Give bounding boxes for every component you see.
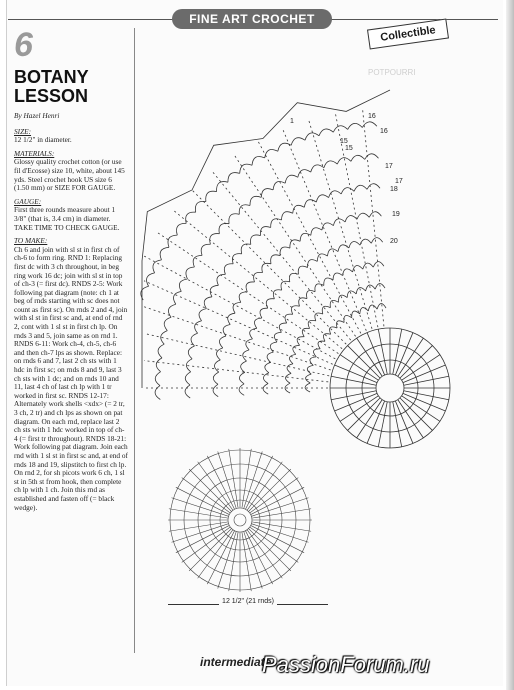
center-stitch xyxy=(378,329,387,374)
chain-loop xyxy=(289,273,298,282)
chain-loop xyxy=(322,306,330,314)
chain-loop xyxy=(219,336,226,348)
chain-loop xyxy=(274,332,281,342)
chain-loop xyxy=(217,182,228,192)
chain-loop xyxy=(311,165,324,172)
stitch-spoke xyxy=(192,190,346,344)
center-stitch xyxy=(398,338,424,376)
chain-loop xyxy=(250,196,261,205)
chain-loop xyxy=(273,181,285,189)
round-number-label: 1 xyxy=(290,118,294,125)
materials-label: MATERIALS: xyxy=(14,148,55,158)
title-line-1: BOTANY xyxy=(14,67,89,87)
pattern-number: 6 xyxy=(14,26,33,64)
chain-loop xyxy=(348,123,363,129)
stitch-spoke xyxy=(309,120,372,329)
measure-label: 12 1/2" (21 rnds) xyxy=(168,598,328,605)
chain-loop xyxy=(224,264,233,275)
chain-loop xyxy=(267,352,273,362)
chain-loop xyxy=(206,191,217,201)
chain-loop xyxy=(263,373,268,384)
outer-border xyxy=(142,90,390,388)
chain-loop xyxy=(371,238,382,244)
size-measure xyxy=(168,598,328,612)
stitch-spoke xyxy=(157,232,338,353)
watermark: PassionForum.ru xyxy=(262,652,430,677)
center-stitch xyxy=(348,398,381,431)
size-text: 12 1/2" in diameter. xyxy=(14,135,72,145)
collectible-tag: Collectible xyxy=(367,19,449,50)
chain-loop xyxy=(368,305,377,311)
chain-loop xyxy=(185,385,190,398)
chain-loop xyxy=(260,308,268,318)
center-stitch xyxy=(331,376,376,385)
gauge-text: First three rounds measure about 1 3/8" (that is, 3.4 cm) in diameter. TAKE TIME TO CHECK GAUGE. xyxy=(14,205,120,232)
chain-loop xyxy=(363,263,374,269)
stitch-spoke xyxy=(144,256,335,359)
make-text: Ch 6 and join with sl st in first ch of ch-6 to form ring. RND 1: Replacing first dc with 3 ch throughout, in beg ring work 16 dc; join with sl st in top of ch-3 (= first dc). RNDS 2-5: Work following pat diagram (note: ch 1 at beg of rnds starting with sc does not count as first sc). On rnds 2 and 4, join with sl st in first sc and, at end of rnd 2, cont with 1 sl st in first ch lp. On rnds 3 and 5, join same as on rnd 1. RNDS 6-11: Work ch-4, ch-5, ch-6 and then ch-7 lps as shown. Replace: on rnds 6 and 7, last 2 ch sts with 1 hdc in first sc; on rnds 8 and 9, last 3 ch sts with 1 dc; and on rnds 10 and 11, last 4 ch of last ch lp with 1 tr worked in first sc. RNDS 12-17: Alternately work shells <xdx> (= 2 tr, 3 ch, 2 tr) and ch lps as shown on pat diagram. On each rnd, replace last 2 ch sts with 1 hdc worked in top of ch-4 (= first tr throughout). RNDS 18-21: Work following pat diagram. Join each rnd with 1 sl st in first sc and, at end of rnds 18 and 19, slipstitch to first ch lp. On rnd 2, for sh picots work 6 ch, 1 sl st in 5th st from hook, then complete ch lp with 1 ch. Join this rnd as established and fasten off (= black wedge). xyxy=(14,244,128,512)
stitch-spoke xyxy=(144,333,329,376)
thumb-round xyxy=(234,514,246,526)
chain-loop xyxy=(307,291,316,299)
chain-loop xyxy=(251,235,261,244)
center-stitch xyxy=(331,391,376,400)
chain-loop xyxy=(271,255,281,264)
chain-loop xyxy=(360,239,371,245)
center-stitch xyxy=(404,391,449,400)
chain-loop xyxy=(214,360,220,372)
stitch-spoke xyxy=(174,210,343,348)
chain-loop xyxy=(366,285,376,291)
chain-loop xyxy=(369,212,381,218)
chain-loop xyxy=(319,129,333,136)
chain-loop xyxy=(351,155,365,161)
center-stitch xyxy=(393,329,402,374)
chain-loop xyxy=(195,321,202,334)
chain-loop xyxy=(297,337,304,346)
chain-loop xyxy=(314,349,321,357)
center-stitch xyxy=(398,400,424,438)
chain-loop xyxy=(201,244,210,255)
chain-loop xyxy=(250,328,257,339)
size-label: SIZE: xyxy=(14,126,32,136)
chain-loop xyxy=(260,227,270,236)
chain-loop xyxy=(219,223,229,233)
gauge-label: GAUGE: xyxy=(14,196,42,206)
chain-loop xyxy=(365,154,379,160)
chain-loop xyxy=(282,212,293,220)
chain-loop xyxy=(333,219,345,226)
chain-loop xyxy=(338,295,347,302)
chain-loop xyxy=(156,358,162,372)
background-text: POTPOURRI xyxy=(368,68,416,77)
instructions-column xyxy=(14,112,128,512)
chain-loop xyxy=(246,339,253,350)
chain-loop xyxy=(315,284,324,292)
chain-loop xyxy=(330,300,338,307)
chain-loop xyxy=(281,281,290,290)
chain-loop xyxy=(210,285,218,297)
doily-thumbnail xyxy=(160,440,320,600)
chain-loop xyxy=(252,156,265,165)
round-number-label: 18 xyxy=(390,186,398,193)
center-stitch xyxy=(340,396,378,422)
chain-loop xyxy=(186,359,192,372)
chain-loop xyxy=(347,291,356,298)
round-number-label: 15 xyxy=(345,145,353,152)
center-stitch xyxy=(378,402,387,447)
skill-level: intermediate xyxy=(200,655,272,669)
thumb-round xyxy=(228,508,252,532)
chain-loop xyxy=(265,362,271,372)
round-number-label: 20 xyxy=(390,238,398,245)
chain-loop xyxy=(223,325,230,337)
center-stitch xyxy=(357,400,383,438)
chain-loop xyxy=(239,384,244,396)
chain-loop xyxy=(243,350,249,361)
chain-loop xyxy=(316,195,328,202)
chain-loop xyxy=(164,317,171,330)
chain-loop xyxy=(266,299,274,309)
chain-loop xyxy=(254,272,263,282)
chain-loop xyxy=(285,175,298,183)
chain-loop xyxy=(333,126,347,132)
stitch-spoke xyxy=(234,155,355,336)
center-stitch xyxy=(357,338,383,376)
chain-loop xyxy=(168,235,177,247)
chain-loop xyxy=(262,263,271,272)
chain-loop xyxy=(279,323,286,332)
chain-loop xyxy=(285,314,293,323)
chain-loop xyxy=(228,313,235,324)
chain-loop xyxy=(287,364,293,374)
chain-loop xyxy=(293,345,300,354)
chain-loop xyxy=(263,384,268,395)
chain-loop xyxy=(289,354,295,363)
page-title xyxy=(14,68,124,106)
center-stitch xyxy=(404,376,449,385)
inner-round-1 xyxy=(376,374,404,402)
chain-loop xyxy=(357,213,369,219)
chain-loop xyxy=(241,244,251,254)
chain-loop xyxy=(300,233,311,241)
round-number-label: 19 xyxy=(392,211,400,218)
stitch-spoke xyxy=(144,361,328,382)
chain-loop xyxy=(311,228,322,236)
chain-loop xyxy=(213,384,218,396)
chain-loop xyxy=(179,279,187,291)
chain-loop xyxy=(349,242,360,248)
chain-loop xyxy=(195,201,206,212)
chain-loop xyxy=(239,372,244,383)
chain-loop xyxy=(329,191,342,198)
chain-loop xyxy=(286,373,292,383)
chain-loop xyxy=(229,214,239,224)
center-stitch xyxy=(402,396,440,422)
chain-loop xyxy=(233,302,241,313)
chain-loop xyxy=(307,365,313,374)
round-number-label: 16 xyxy=(380,128,388,135)
chain-loop xyxy=(330,327,338,334)
chain-loop xyxy=(217,274,225,285)
header-banner: FINE ART CROCHET xyxy=(172,9,332,29)
chain-loop xyxy=(176,223,186,235)
column-divider xyxy=(134,28,135,653)
chain-loop xyxy=(367,184,380,190)
chain-loop xyxy=(344,315,352,322)
chain-loop xyxy=(305,383,310,392)
stitch-spoke xyxy=(363,109,384,326)
chain-loop xyxy=(324,161,337,168)
chain-loop xyxy=(323,334,330,342)
materials-text: Glossy quality crochet cotton (or use fil d'Ecosse) size 10, white, about 145 yds. Steel crochet hook US size 6 (1.50 mm) or SIZE FOR GAUGE. xyxy=(14,157,125,193)
chain-loop xyxy=(308,260,318,268)
chain-loop xyxy=(204,297,212,309)
chain-loop xyxy=(186,267,195,279)
chain-loop xyxy=(188,346,194,359)
chain-loop xyxy=(298,266,307,274)
chain-loop xyxy=(254,318,261,328)
chain-loop xyxy=(308,320,316,328)
chain-loop xyxy=(333,273,343,280)
center-stitch xyxy=(348,346,381,379)
chain-loop xyxy=(290,240,300,248)
round-number-label: 15 xyxy=(340,138,348,145)
chain-loop xyxy=(246,282,254,292)
chain-loop xyxy=(317,254,327,262)
chain-loop xyxy=(273,290,281,299)
chain-loop xyxy=(315,313,323,321)
chain-loop xyxy=(239,292,247,303)
make-label: TO MAKE: xyxy=(14,236,48,246)
chain-loop xyxy=(280,247,290,256)
chain-loop xyxy=(356,288,365,294)
pattern-diagram xyxy=(140,88,480,458)
chain-loop xyxy=(373,262,384,267)
stitch-spoke xyxy=(283,129,367,330)
chain-loop xyxy=(199,309,206,321)
chain-loop xyxy=(343,269,353,276)
chain-loop xyxy=(302,328,309,336)
center-stitch xyxy=(400,346,433,379)
center-stitch xyxy=(393,402,402,447)
chain-loop xyxy=(155,372,160,386)
round-number-label: 17 xyxy=(395,178,403,185)
chain-loop xyxy=(298,170,311,178)
stitch-spoke xyxy=(258,141,361,333)
byline: By Hazel Henri xyxy=(14,111,60,120)
chain-loop xyxy=(310,357,316,366)
chain-loop xyxy=(241,361,247,372)
chain-loop xyxy=(306,374,312,383)
chain-loop xyxy=(328,249,339,256)
chain-loop xyxy=(345,216,357,222)
chain-loop xyxy=(341,188,354,194)
center-stitch xyxy=(340,355,378,381)
chain-loop xyxy=(185,372,190,385)
center-stitch xyxy=(402,355,440,381)
chain-loop xyxy=(299,298,307,306)
round-number-label: 16 xyxy=(368,113,376,120)
stitch-spoke xyxy=(144,281,333,365)
chain-loop xyxy=(228,173,240,183)
chain-loop xyxy=(239,205,250,215)
chain-loop xyxy=(210,234,220,245)
chain-loop xyxy=(158,344,164,358)
chain-loop xyxy=(322,223,334,230)
center-stitch xyxy=(400,398,433,431)
chain-loop xyxy=(304,200,316,208)
chain-loop xyxy=(160,247,169,260)
chain-loop xyxy=(173,291,181,304)
chain-loop xyxy=(291,138,305,146)
chain-loop xyxy=(147,273,155,286)
chain-loop xyxy=(305,133,319,140)
chain-loop xyxy=(354,185,367,191)
scan-edge xyxy=(506,0,514,690)
title-line-2: LESSON xyxy=(14,86,89,106)
chain-loop xyxy=(213,372,218,384)
round-number-label: 17 xyxy=(385,163,393,170)
chain-loop xyxy=(216,348,222,360)
chain-loop xyxy=(261,189,273,198)
